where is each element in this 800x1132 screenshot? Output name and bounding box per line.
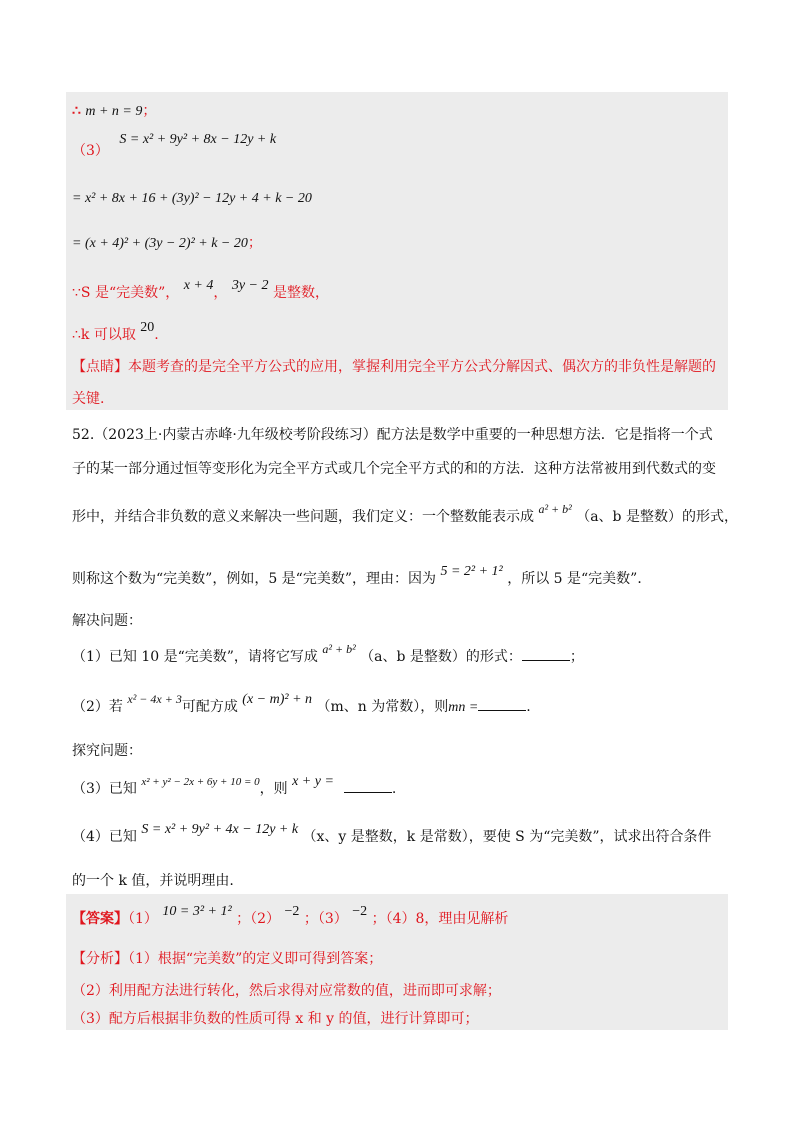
analysis-text-2: （2）利用配方法进行转化，然后求得对应常数的值，进而即可求解； <box>72 983 501 999</box>
math-3y-minus-2: 3y − 2 <box>231 278 269 293</box>
punct: ； <box>142 103 157 119</box>
prev-line-4 <box>72 232 262 252</box>
comment-line-1 <box>72 356 716 376</box>
q52-text-4a: 则称这个数为“完美数”，例如，5 是“完美数”，理由：因为 <box>72 571 436 587</box>
prev-line-2 <box>72 128 277 159</box>
sq2-text-a: （2）若 <box>72 699 123 715</box>
analysis-text-1: 【分析】（1）根据“完美数”的定义即可得到答案； <box>72 951 383 967</box>
comment-line-2 <box>72 388 104 408</box>
integer-text: 是整数， <box>272 285 329 301</box>
sq4-text-a: （4）已知 <box>72 829 137 845</box>
comment-text-1: 【点睛】本题考查的是完全平方公式的应用，掌握利用完全平方公式分解因式、偶次方的非负性是解题的 <box>72 359 716 375</box>
q52-line-2 <box>72 458 716 478</box>
prev-line-5 <box>72 278 329 302</box>
math-5-eq: 5 = 2² + 1² <box>440 564 503 579</box>
math-completed-square: = (x + 4)² + (3y − 2)² + k − 20 <box>72 236 248 251</box>
punct: . <box>391 781 397 797</box>
analysis-text-3: （3）配方后根据非负数的性质可得 x 和 y 的值，进行计算即可； <box>72 1011 479 1027</box>
q52-text-3b: （a、b 是整数）的形式， <box>576 509 738 525</box>
math-x-plus-y: x + y = <box>292 774 334 789</box>
sub-question-4-cont <box>72 870 234 890</box>
math-circle-eq: x² + y² − 2x + 6y + 10 = 0 <box>141 776 260 788</box>
answer-line <box>72 904 509 928</box>
answer-label: 【答案】 <box>72 911 128 927</box>
sq2-text-b: 可配方成 <box>181 699 238 715</box>
math-m-plus-n: m + n = 9 <box>85 104 143 119</box>
prev-line-6 <box>72 320 159 344</box>
punct: . <box>154 327 159 343</box>
sq1-text-b: （a、b 是整数）的形式： <box>360 649 522 665</box>
punct: ； <box>247 235 262 251</box>
punct: . <box>526 699 531 715</box>
q52-line-1 <box>72 424 713 444</box>
sq1-text-a: （1）已知 10 是“完美数”，请将它写成 <box>72 649 318 665</box>
sq2-text-c: （m、n 为常数），则 <box>316 699 449 715</box>
punct: ； <box>569 649 584 665</box>
answer-part-2: ；（2） <box>236 911 281 927</box>
punct: ， <box>213 285 228 301</box>
math-minus-2: −2 <box>284 904 300 919</box>
sq3-text-a: （3）已知 <box>72 781 137 797</box>
heading-explore-text: 探究问题： <box>72 743 142 759</box>
math-S-def: S = x² + 9y² + 8x − 12y + k <box>119 132 277 147</box>
q52-text-4b: ，所以 5 是“完美数”． <box>507 571 652 587</box>
math-quadratic: x² − 4x + 3 <box>127 692 182 706</box>
comment-text-2: 关键. <box>72 391 105 407</box>
sq3-text-b: ，则 <box>259 781 288 797</box>
math-20: 20 <box>140 320 155 335</box>
math-expansion: = x² + 8x + 16 + (3y)² − 12y + 4 + k − 20 <box>72 191 312 206</box>
math-vertex-form: (x − m)² + n <box>242 692 313 707</box>
therefore-symbol: ∴ <box>72 103 81 119</box>
sub-question-2 <box>72 692 531 716</box>
sub-question-1 <box>72 642 584 666</box>
answer-part-1: （1） <box>128 911 158 927</box>
sub-question-3 <box>72 774 397 798</box>
math-x-plus-4: x + 4 <box>183 278 214 293</box>
q52-text-1: 52.（2023上·内蒙古赤峰·九年级校考阶段练习）配方法是数学中重要的一种思想方法．它是指将一个式 <box>72 427 713 443</box>
analysis-line-2 <box>72 980 501 1000</box>
prev-line-3 <box>72 190 312 207</box>
math-mn: mn = <box>448 700 479 715</box>
prev-line-1 <box>72 100 156 120</box>
heading-explore <box>72 740 142 760</box>
math-10-eq: 10 = 3² + 1² <box>162 904 232 919</box>
heading-solve-text: 解决问题： <box>72 613 142 629</box>
analysis-line-1 <box>72 948 382 968</box>
answer-blank <box>522 648 570 661</box>
q52-text-2: 子的某一部分通过恒等变形化为完全平方式或几个完全平方式的和的方法．这种方法常被用到代数式的变 <box>72 461 716 477</box>
heading-solve <box>72 610 142 630</box>
sq4-text-b: （x、y 是整数，k 是常数），要使 S 为“完美数”，试求出符合条件 <box>302 829 712 845</box>
sq4-text-c: 的一个 k 值，并说明理由. <box>72 873 234 889</box>
math-a2-b2: a² + b² <box>322 642 356 656</box>
q52-text-3a: 形中，并结合非负数的意义来解决一些问题，我们定义：一个整数能表示成 <box>72 509 534 525</box>
analysis-line-3 <box>72 1008 479 1028</box>
math-a2-b2: a² + b² <box>538 502 572 516</box>
part-3-label: （3） <box>72 143 109 159</box>
math-S-new: S = x² + 9y² + 4x − 12y + k <box>141 822 299 837</box>
answer-part-3: ；（3） <box>303 911 348 927</box>
math-minus-2: −2 <box>352 904 368 919</box>
q52-line-3 <box>72 502 738 526</box>
answer-blank <box>478 698 526 711</box>
comment-shade <box>66 384 728 410</box>
k-can-take-text: ∴k 可以取 <box>72 327 136 343</box>
answer-blank <box>344 780 392 793</box>
answer-part-4: ；（4）8，理由见解析 <box>371 911 509 927</box>
because-text: ∵S 是“完美数”， <box>72 285 180 301</box>
sub-question-4 <box>72 822 712 846</box>
q52-line-4 <box>72 564 652 588</box>
